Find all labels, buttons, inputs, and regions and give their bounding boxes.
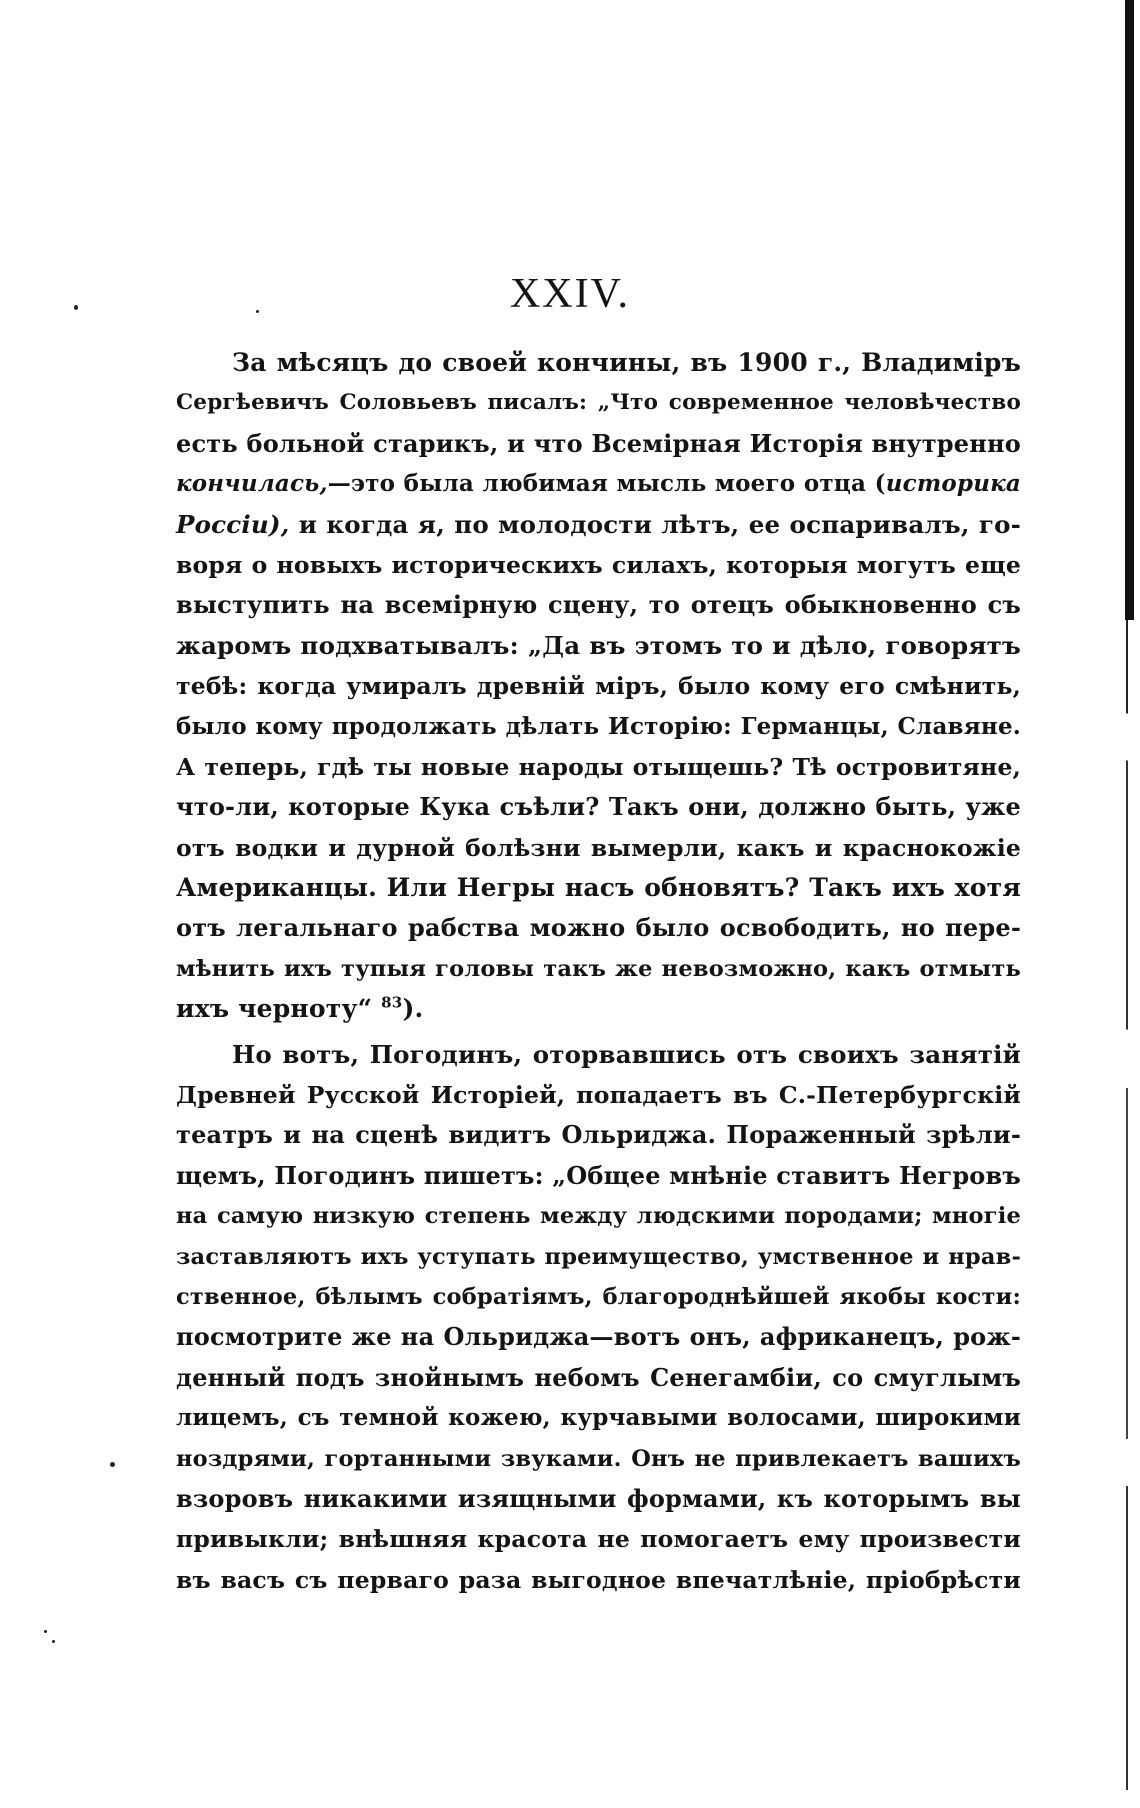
text-line: заставляютъ ихъ уступать преимущество, умственное и нрав- [176,1243,1021,1270]
text-line: Древней Русской Исторіей, попадаетъ въ С.-Петербургскій [176,1081,1021,1110]
italic-text: кончилась, [176,470,328,498]
text-line: щемъ, Погодинъ пишетъ: „Общее мнѣніе ставитъ Негровъ [176,1160,1021,1190]
scan-speck [44,1630,47,1633]
text-line: отъ водки и дурной болѣзни вымерли, какъ и краснокожіе [176,833,1021,862]
text-line: привыкли; внѣшняя красота не помогаетъ ему произвести [176,1525,1021,1554]
text-line: За мѣсяцъ до своей кончины, въ 1900 г., Владиміръ [232,348,1021,377]
text-line: Но вотъ, Погодинъ, оторвавшись отъ своихъ занятій [232,1039,1021,1069]
text-line: есть больной старикъ, и что Всемірная Исторія внутренно [176,428,1021,458]
text-line: ственное, бѣлымъ собратіямъ, благороднѣйшей якобы кости: [176,1283,1021,1310]
text-line: ноздрями, гортанными звуками. Онъ не привлекаетъ вашихъ [176,1445,1021,1472]
scan-speck [110,1462,115,1467]
italic-text: Россіи), [176,509,290,539]
text-line [176,505,1021,545]
scan-speck [52,1640,55,1643]
body-text [176,343,1021,1600]
chapter-heading: XXIV. [509,271,631,317]
text-line: было кому продолжать дѣлать Исторію: Германцы, Славяне. [176,712,1021,740]
text-line: жаромъ подхватывалъ: „Да въ этомъ то и дѣло, говорятъ [176,630,1021,660]
text-line: денный подъ знойнымъ небомъ Сенегамбіи, со смуглымъ [176,1362,1021,1392]
text-line: тебѣ: когда умиралъ древній міръ, было кому его смѣнить, [176,672,1021,701]
text-span: ихъ черноту“ [176,994,382,1024]
text-span: —это была любимая мысль моего отца ( [327,470,886,498]
text-line: взоровъ никакими изящными формами, къ которымъ вы [176,1483,1021,1513]
text-line: Американцы. Или Негры насъ обновятъ? Такъ ихъ хотя [176,873,1021,903]
text-line [176,464,1021,504]
text-line: А теперь, гдѣ ты новые народы отыщешь? Тѣ островитяне, [176,752,1021,781]
footnote-ref: 83 [381,993,403,1012]
italic-text: историка [885,470,1021,498]
text-line: Сергѣевичъ Соловьевъ писалъ: „Что современное человѣчество [176,390,1021,416]
scan-edge-line [1126,620,1128,1790]
text-line: мѣнить ихъ тупыя головы такъ же невозможно, какъ отмыть [176,955,1021,982]
text-line: въ васъ съ перваго раза выгодное впечатлѣніе, пріобрѣсти [176,1565,1021,1594]
text-span: ). [402,994,424,1024]
text-line: выступить на всемірную сцену, то отецъ обыкновенно съ [176,590,1021,620]
text-line: воря о новыхъ историческихъ силахъ, которыя могутъ еще [176,550,1021,579]
text-line: отъ легальнаго рабства можно было освободить, но пере- [176,913,1021,943]
text-line: что-ли, которые Кука съѣли? Такъ они, должно быть, уже [176,792,1021,822]
text-line: театръ и на сценѣ видитъ Ольриджа. Пораженный зрѣли- [176,1120,1021,1150]
text-span: и когда я, по молодости лѣтъ, ее оспаривалъ, го- [289,509,1021,539]
text-line: посмотрите же на Ольриджа—вотъ онъ, африканецъ, рож- [176,1322,1021,1352]
text-line: на самую низкую степень между людскими породами; многіе [176,1203,1021,1230]
text-line [176,989,1021,1029]
text-line: лицемъ, съ темной кожею, курчавыми волосами, широкими [176,1404,1021,1432]
